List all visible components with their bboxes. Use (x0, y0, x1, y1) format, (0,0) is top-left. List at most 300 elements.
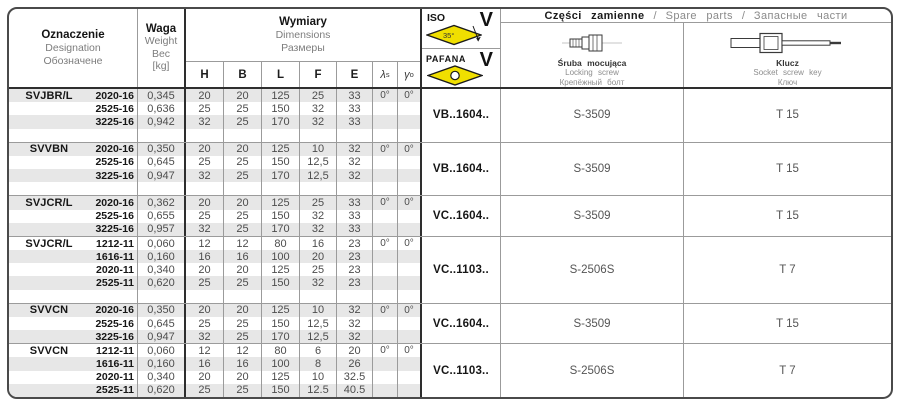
designation-cell (9, 196, 138, 209)
dim-E-cell: 33 (337, 196, 373, 209)
gamma-angle-cell (398, 330, 420, 343)
dim-E-cell: 32 (337, 156, 373, 169)
toolholder-table (7, 7, 893, 399)
column-header-lambda (373, 62, 398, 87)
key-code-cell: T 15 (776, 163, 799, 176)
dim-H-cell: 20 (186, 263, 224, 276)
dim-H-cell: 25 (186, 317, 224, 330)
dim-F-cell: 12.5 (300, 384, 337, 397)
gamma-angle-cell (398, 115, 420, 128)
dim-B-cell: 20 (224, 263, 262, 276)
lambda-angle-cell: 0° (373, 237, 398, 250)
iso-label: ISO (427, 12, 446, 24)
dim-F-cell: 32 (300, 102, 337, 115)
locking-screw-icon (560, 31, 624, 55)
weight-label-en: Weight (144, 35, 178, 48)
lambda-angle-cell: 0° (373, 143, 398, 156)
dim-F-cell: 10 (300, 304, 337, 317)
dim-F-cell: 32 (300, 223, 337, 236)
dim-B-cell: 25 (224, 102, 262, 115)
dim-F-cell: 20 (300, 250, 337, 263)
dim-B-cell: 12 (224, 344, 262, 357)
designation-cell (9, 89, 138, 102)
table-row (9, 304, 420, 317)
designation-cell (9, 317, 138, 330)
weight-label-pl: Waga (145, 23, 177, 36)
pafana-shape-cell (422, 49, 500, 87)
dim-E-cell (337, 129, 373, 142)
table-row (9, 89, 420, 102)
table-row (9, 156, 420, 169)
weight-cell: 0,942 (138, 115, 186, 128)
dim-H-cell: 16 (186, 357, 224, 370)
lambda-angle-cell (373, 371, 398, 384)
dim-B-cell (224, 290, 262, 303)
dim-B-cell: 20 (224, 89, 262, 102)
key-code-cell: T 15 (776, 317, 799, 330)
dim-H-cell: 25 (186, 102, 224, 115)
dim-H-cell: 20 (186, 89, 224, 102)
dim-E-cell: 32 (337, 304, 373, 317)
dim-B-cell: 16 (224, 357, 262, 370)
dim-E-cell: 26 (337, 357, 373, 370)
gamma-angle-cell (398, 102, 420, 115)
pafana-label: PAFANA (426, 54, 466, 64)
dimensions-label-ru: Размеры (281, 42, 325, 54)
separator: / (741, 9, 745, 22)
dim-F-cell: 25 (300, 196, 337, 209)
pafana-shape-code: V (479, 49, 493, 71)
column-header-H: H (186, 62, 224, 87)
separator: / (653, 9, 657, 22)
designation-size: 2525-16 (95, 317, 134, 330)
gamma-angle-cell (398, 357, 420, 370)
lambda-angle-cell: 0° (373, 304, 398, 317)
dim-L-cell (262, 290, 300, 303)
lambda-angle-cell: 0° (373, 344, 398, 357)
table-row (9, 143, 420, 156)
gamma-angle-cell: 0° (404, 143, 414, 155)
dim-F-cell: 12,5 (300, 169, 337, 182)
designation-name: SVVBN (29, 143, 69, 156)
column-header-gamma (398, 62, 420, 87)
dim-B-cell: 25 (224, 330, 262, 343)
dim-E-cell (337, 290, 373, 303)
dim-B-cell: 25 (224, 223, 262, 236)
designation-size: 2020-16 (95, 196, 134, 209)
table-row (9, 317, 420, 330)
column-header-B: B (224, 62, 262, 87)
weight-cell (138, 290, 186, 303)
dim-H-cell (186, 290, 224, 303)
insert-code-cell: VB..1604.. (420, 143, 501, 196)
screw-code-cell: S-2506S (501, 237, 684, 303)
dim-F-cell: 32 (300, 210, 337, 223)
designation-cell (9, 357, 138, 370)
gamma-angle-cell (398, 384, 420, 397)
table-row (9, 237, 420, 250)
lambda-angle-cell (373, 210, 398, 223)
dim-F-cell: 32 (300, 276, 337, 289)
dim-F-cell: 8 (300, 357, 337, 370)
dim-E-cell: 33 (337, 223, 373, 236)
gamma-angle-cell: 0° (404, 304, 414, 316)
dim-H-cell: 12 (186, 344, 224, 357)
dim-E-cell: 33 (337, 115, 373, 128)
weight-cell: 0,645 (138, 156, 186, 169)
lambda-angle-cell (373, 223, 398, 236)
lambda-angle-cell (373, 276, 398, 289)
lambda-angle-cell: 0° (373, 196, 398, 209)
weight-cell: 0,947 (138, 330, 186, 343)
gamma-angle-cell (398, 250, 420, 263)
dim-L-cell: 150 (262, 210, 300, 223)
gamma-angle-cell: 0° (404, 238, 414, 249)
designation-name: SVJCR/L (25, 196, 73, 209)
dim-H-cell: 25 (186, 210, 224, 223)
dim-H-cell: 32 (186, 330, 224, 343)
designation-size: 2525-11 (96, 277, 134, 290)
dimensions-title (186, 9, 420, 61)
spare-parts-title-pl: Części zamienne (544, 9, 645, 22)
dim-F-cell: 12,5 (300, 317, 337, 330)
dim-H-cell: 32 (186, 223, 224, 236)
dim-L-cell (262, 129, 300, 142)
designation-size: 2525-16 (95, 102, 134, 115)
dim-E-cell: 32 (337, 317, 373, 330)
designation-cell (9, 169, 138, 182)
dimension-rows (9, 237, 420, 303)
table-row (9, 196, 420, 209)
weight-cell: 0,655 (138, 210, 186, 223)
screw-code-cell: S-3509 (501, 143, 684, 196)
gamma-angle-cell (398, 223, 420, 236)
dim-E-cell: 33 (337, 210, 373, 223)
dim-F-cell: 25 (300, 263, 337, 276)
dim-B-cell: 25 (224, 384, 262, 397)
gamma-angle-cell (398, 210, 420, 223)
insert-code-cell: VB..1604.. (420, 89, 501, 142)
weight-unit: [kg] (152, 60, 170, 73)
gamma-angle-cell (398, 156, 420, 169)
weight-header (138, 9, 186, 87)
dim-B-cell: 16 (224, 250, 262, 263)
designation-header (9, 9, 138, 87)
spare-parts-title-ru: Запасные части (753, 9, 848, 22)
key-label-ru: Ключ (777, 77, 798, 87)
dim-L-cell: 150 (262, 156, 300, 169)
dim-E-cell: 33 (337, 89, 373, 102)
key-label-pl: Klucz (776, 58, 799, 68)
locking-screw-header (501, 23, 684, 87)
dim-F-cell: 6 (300, 344, 337, 357)
weight-cell: 0,160 (138, 357, 186, 370)
dim-F-cell: 16 (300, 237, 337, 250)
designation-cell (9, 304, 138, 317)
weight-cell: 0,947 (138, 169, 186, 182)
dim-H-cell: 25 (186, 276, 224, 289)
dim-H-cell: 25 (186, 384, 224, 397)
gamma-angle-cell (398, 263, 420, 276)
dim-L-cell: 170 (262, 115, 300, 128)
table-row (9, 263, 420, 276)
nose-angle-label: 35° (443, 31, 455, 40)
dim-F-cell (300, 129, 337, 142)
designation-cell (9, 250, 138, 263)
dim-H-cell: 16 (186, 250, 224, 263)
designation-size: 1616-11 (96, 250, 134, 263)
lambda-angle-cell (373, 357, 398, 370)
dim-L-cell: 150 (262, 276, 300, 289)
product-group (9, 343, 891, 397)
weight-cell: 0,345 (138, 89, 186, 102)
dim-L-cell: 100 (262, 250, 300, 263)
designation-label-en: Designation (45, 41, 101, 54)
dim-H-cell: 20 (186, 196, 224, 209)
designation-cell (9, 210, 138, 223)
designation-cell (9, 263, 138, 276)
dim-F-cell: 10 (300, 371, 337, 384)
gamma-angle-cell (398, 371, 420, 384)
dim-L-cell: 170 (262, 330, 300, 343)
dim-H-cell: 12 (186, 237, 224, 250)
dim-E-cell: 23 (337, 250, 373, 263)
dim-H-cell: 25 (186, 156, 224, 169)
dim-L-cell: 170 (262, 223, 300, 236)
designation-cell (9, 115, 138, 128)
dim-L-cell: 125 (262, 143, 300, 156)
dim-L-cell: 125 (262, 263, 300, 276)
dim-E-cell: 40.5 (337, 384, 373, 397)
gamma-angle-cell (398, 169, 420, 182)
table-header (9, 9, 891, 89)
weight-cell: 0,957 (138, 223, 186, 236)
lambda-angle-cell (373, 263, 398, 276)
table-row (9, 357, 420, 370)
dim-B-cell (224, 182, 262, 195)
weight-cell: 0,350 (138, 304, 186, 317)
dimensions-header (186, 9, 420, 87)
column-header-L: L (262, 62, 300, 87)
dim-L-cell: 80 (262, 344, 300, 357)
dimension-rows (9, 143, 420, 196)
screw-code-cell: S-3509 (501, 304, 684, 344)
spacer-row (9, 290, 420, 303)
lambda-angle-cell (373, 102, 398, 115)
gamma-subscript: o (409, 70, 414, 79)
dimensions-label-pl: Wymiary (279, 15, 327, 28)
table-body (9, 89, 891, 397)
weight-cell: 0,645 (138, 317, 186, 330)
gamma-angle-cell (398, 276, 420, 289)
insert-code-cell: VC..1604.. (420, 304, 501, 344)
dim-F-cell: 12,5 (300, 156, 337, 169)
table-row (9, 344, 420, 357)
designation-cell (9, 344, 138, 357)
dim-H-cell (186, 129, 224, 142)
table-row (9, 276, 420, 289)
key-code-cell: T 7 (779, 263, 796, 276)
designation-cell (9, 276, 138, 289)
socket-key-header (684, 23, 891, 87)
dimension-rows (9, 196, 420, 236)
lambda-angle-cell (373, 384, 398, 397)
weight-cell (138, 129, 186, 142)
dim-L-cell: 80 (262, 237, 300, 250)
designation-cell (9, 290, 138, 303)
gamma-angle-cell (398, 182, 420, 195)
designation-size: 2020-16 (95, 304, 134, 317)
dim-L-cell: 150 (262, 384, 300, 397)
dim-L-cell: 125 (262, 371, 300, 384)
dim-L-cell: 170 (262, 169, 300, 182)
screw-code-cell: S-3509 (501, 89, 684, 142)
designation-size: 3225-16 (95, 169, 134, 182)
screw-code-cell: S-3509 (501, 196, 684, 236)
designation-size: 2525-11 (96, 384, 134, 397)
lambda-symbol: λ (380, 68, 386, 81)
designation-name: SVVCN (29, 344, 69, 357)
table-row (9, 371, 420, 384)
table-row (9, 210, 420, 223)
dim-H-cell (186, 182, 224, 195)
dim-L-cell (262, 182, 300, 195)
table-row (9, 102, 420, 115)
dim-L-cell: 125 (262, 89, 300, 102)
lambda-angle-cell (373, 317, 398, 330)
product-group (9, 303, 891, 344)
key-label-en: Socket screw key (753, 68, 822, 77)
designation-cell (9, 330, 138, 343)
iso-shape-code: V (479, 9, 493, 31)
gamma-angle-cell (398, 129, 420, 142)
dim-F-cell (300, 182, 337, 195)
dim-B-cell: 25 (224, 156, 262, 169)
screw-code-cell: S-2506S (501, 344, 684, 397)
dimension-column-headers (186, 61, 420, 87)
dim-L-cell: 150 (262, 317, 300, 330)
spare-parts-title (501, 9, 891, 23)
screw-label-ru: Крепёжный болт (559, 77, 625, 87)
dim-F-cell: 12,5 (300, 330, 337, 343)
product-group (9, 89, 891, 142)
dim-B-cell: 25 (224, 115, 262, 128)
weight-cell (138, 182, 186, 195)
gamma-angle-cell: 0° (404, 90, 414, 102)
dim-F-cell: 25 (300, 89, 337, 102)
table-row (9, 330, 420, 343)
dim-E-cell: 23 (337, 263, 373, 276)
designation-size: 2525-16 (95, 156, 134, 169)
gamma-symbol: γ (404, 68, 410, 81)
dim-B-cell: 25 (224, 276, 262, 289)
spacer-row (9, 129, 420, 142)
insert-code-cell: VC..1103.. (420, 344, 501, 397)
dim-B-cell: 25 (224, 169, 262, 182)
dim-H-cell: 20 (186, 371, 224, 384)
dim-E-cell: 33 (337, 102, 373, 115)
dim-E-cell: 23 (337, 276, 373, 289)
dim-E-cell (337, 182, 373, 195)
lambda-angle-cell (373, 169, 398, 182)
weight-label-ru: Вес (151, 47, 171, 60)
dim-L-cell: 100 (262, 357, 300, 370)
dim-E-cell: 32 (337, 330, 373, 343)
lambda-angle-cell (373, 330, 398, 343)
designation-cell (9, 237, 138, 250)
designation-size: 3225-16 (95, 330, 134, 343)
dimension-rows (9, 304, 420, 344)
dimensions-label-en: Dimensions (275, 28, 331, 41)
dim-E-cell: 32 (337, 143, 373, 156)
designation-label-pl: Oznaczenie (41, 28, 105, 41)
gamma-angle-cell (398, 290, 420, 303)
spare-parts-title-en: Spare parts (665, 9, 733, 22)
designation-cell (9, 182, 138, 195)
designation-size: 2020-16 (95, 143, 134, 156)
table-row (9, 223, 420, 236)
designation-size: 2525-16 (95, 210, 134, 223)
dim-B-cell: 25 (224, 210, 262, 223)
gamma-angle-cell (398, 317, 420, 330)
dim-F-cell: 10 (300, 143, 337, 156)
dim-L-cell: 150 (262, 102, 300, 115)
designation-cell (9, 371, 138, 384)
table-row (9, 169, 420, 182)
lambda-angle-cell (373, 250, 398, 263)
dim-L-cell: 125 (262, 304, 300, 317)
spare-parts-cells (501, 23, 891, 87)
dim-B-cell: 20 (224, 196, 262, 209)
gamma-angle-cell: 0° (404, 345, 414, 357)
column-header-E: E (337, 62, 373, 87)
product-group (9, 236, 891, 303)
dim-F-cell: 32 (300, 115, 337, 128)
key-code-cell: T 15 (776, 109, 799, 122)
gamma-angle-cell: 0° (404, 197, 414, 209)
key-code-cell: T 7 (779, 364, 796, 377)
dim-E-cell: 23 (337, 237, 373, 250)
designation-size: 2020-11 (96, 371, 134, 384)
insert-code-cell: VC..1604.. (420, 196, 501, 236)
designation-size: 2020-16 (95, 89, 134, 102)
table-row (9, 250, 420, 263)
weight-cell: 0,362 (138, 196, 186, 209)
dim-E-cell: 20 (337, 344, 373, 357)
dim-B-cell: 20 (224, 304, 262, 317)
designation-cell (9, 384, 138, 397)
dim-B-cell: 12 (224, 237, 262, 250)
designation-size: 1212-11 (96, 344, 134, 357)
dim-B-cell: 25 (224, 317, 262, 330)
designation-size: 1616-11 (96, 358, 134, 371)
lambda-angle-cell (373, 129, 398, 142)
designation-cell (9, 143, 138, 156)
dim-H-cell: 20 (186, 143, 224, 156)
weight-cell: 0,350 (138, 143, 186, 156)
lambda-angle-cell (373, 182, 398, 195)
column-header-F: F (300, 62, 337, 87)
weight-cell: 0,636 (138, 102, 186, 115)
designation-cell (9, 102, 138, 115)
iso-insert-diamond-icon (426, 22, 482, 48)
lambda-subscript: s (385, 70, 390, 79)
designation-name: SVVCN (29, 304, 69, 317)
designation-size: 3225-16 (95, 223, 134, 236)
spacer-row (9, 182, 420, 195)
screw-label-pl: Śruba mocująca (557, 58, 627, 68)
dimension-rows (9, 89, 420, 142)
